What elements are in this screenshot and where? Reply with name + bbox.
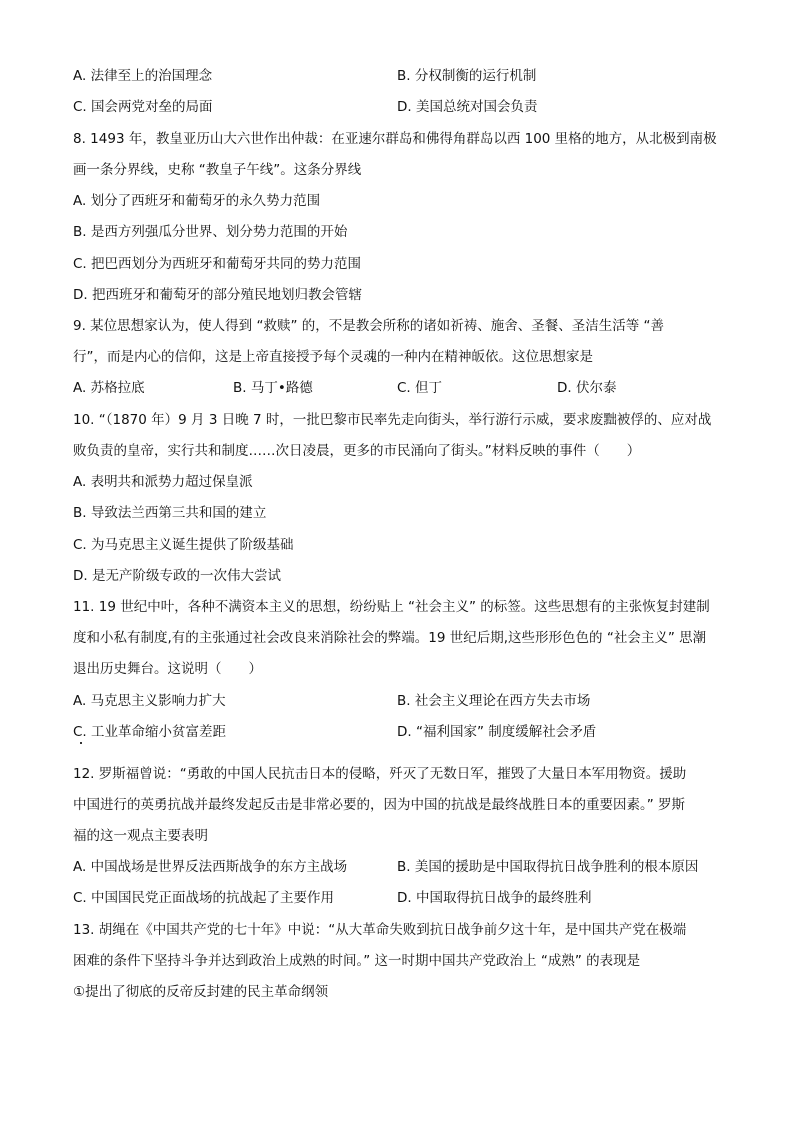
q8-option-d: D. 把西班牙和葡萄牙的部分殖民地划归教会管辖 [73,287,362,303]
q9-stem-line-2: 行”，而是内心的信仰，这是上帝直接授予每个灵魂的一种内在精神皈依。这位思想家是 [73,349,593,365]
q13-stem-line-1: 13. 胡绳在《中国共产党的七十年》中说：“从大革命失败到抗日战争前夕这十年，是中国共产党在极端 [73,922,687,938]
q10-option-a: A. 表明共和派势力超过保皇派 [73,474,253,490]
q11-option-a: A. 马克思主义影响力扩大 [73,693,226,709]
q7-option-b: B. 分权制衡的运行机制 [397,68,537,84]
q9-option-a: A. 苏格拉底 [73,380,145,396]
q9-stem-line-1: 9. 某位思想家认为，使人得到 “救赎” 的，不是教会所称的诸如祈祷、施舍、圣餐、圣洁生活等 “善 [73,318,665,334]
q12-stem-line-2: 中国进行的英勇抗战并最终发起反击是非常必要的，因为中国的抗战是最终战胜日本的重要因素。” 罗斯 [73,797,686,813]
q11-stem-line-1: 11. 19 世纪中叶，各种不满资本主义的思想，纷纷贴上 “社会主义” 的标签。这些思想有的主张恢复封建制 [73,599,710,615]
q9-option-b: B. 马丁•路德 [233,380,313,396]
q8-option-b: B. 是西方列强瓜分世界、划分势力范围的开始 [73,224,348,240]
q10-option-b: B. 导致法兰西第三共和国的建立 [73,505,267,521]
stray-dot-mark [80,742,82,744]
q10-option-c: C. 为马克思主义诞生提供了阶级基础 [73,537,294,553]
q12-stem-line-1: 12. 罗斯福曾说：“勇敢的中国人民抗击日本的侵略，歼灭了无数日军，摧毁了大量日本军用物资。援助 [73,766,687,782]
q12-option-c: C. 中国国民党正面战场的抗战起了主要作用 [73,890,335,906]
q11-stem-line-3: 退出历史舞台。这说明（ ） [73,661,262,677]
q12-option-a: A. 中国战场是世界反法西斯战争的东方主战场 [73,859,348,875]
q11-option-b: B. 社会主义理论在西方失去市场 [397,693,591,709]
q8-stem-line-2: 画一条分界线，史称 “教皇子午线”。这条分界线 [73,162,362,178]
q10-option-d: D. 是无产阶级专政的一次伟大尝试 [73,568,281,584]
q8-stem-line-1: 8. 1493 年，教皇亚历山大六世作出仲裁：在亚速尔群岛和佛得角群岛以西 100 里格的地方，从北极到南极 [73,131,717,147]
q11-option-c: C. 工业革命缩小贫富差距 [73,724,227,740]
q10-stem-line-1: 10. “（1870 年）9 月 3 日晚 7 时，一批巴黎市民率先走向街头，举行游行示威，要求废黜被俘的、应对战 [73,412,712,428]
q9-option-c: C. 但丁 [397,380,443,396]
q12-option-d: D. 中国取得抗日战争的最终胜利 [397,890,592,906]
q8-option-c: C. 把巴西划分为西班牙和葡萄牙共同的势力范围 [73,256,362,272]
q9-option-d: D. 伏尔泰 [557,380,617,396]
q8-option-a: A. 划分了西班牙和葡萄牙的永久势力范围 [73,193,321,209]
q11-option-d: D. “福利国家” 制度缓解社会矛盾 [397,724,597,740]
q11-stem-line-2: 度和小私有制度,有的主张通过社会改良来消除社会的弊端。19 世纪后期,这些形形色色的 “社会主义” 思潮 [73,630,707,646]
q12-stem-line-3: 福的这一观点主要表明 [73,828,208,844]
q7-option-c: C. 国会两党对垒的局面 [73,99,213,115]
q7-option-a: A. 法律至上的治国理念 [73,68,213,84]
q13-item-1: ①提出了彻底的反帝反封建的民主革命纲领 [73,984,329,1000]
q10-stem-line-2: 败负责的皇帝，实行共和制度……次日凌晨，更多的市民涌向了街头。”材料反映的事件（ ） [73,443,641,459]
q12-option-b: B. 美国的援助是中国取得抗日战争胜利的根本原因 [397,859,699,875]
q7-option-d: D. 美国总统对国会负责 [397,99,538,115]
q13-stem-line-2: 困难的条件下坚持斗争并达到政治上成熟的时间。” 这一时期中国共产党政治上 “成熟” 的表现是 [73,953,641,969]
